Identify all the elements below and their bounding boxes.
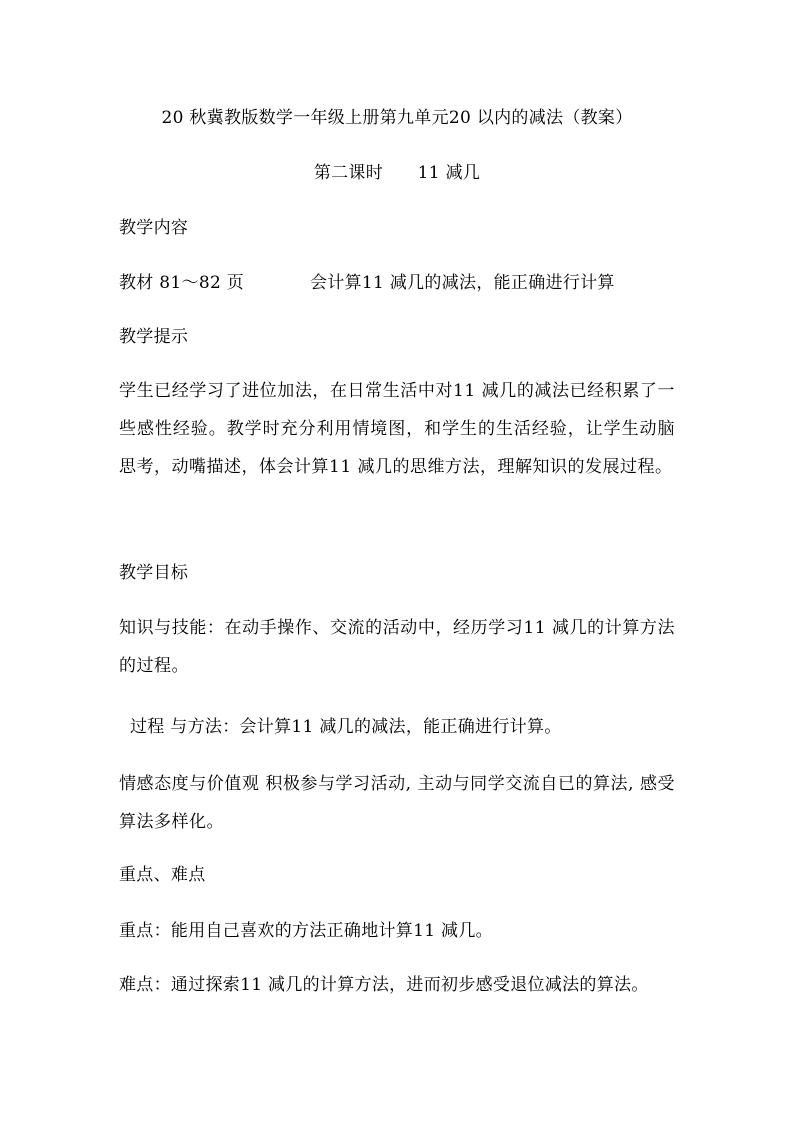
teaching-content-description: 会计算11 减几的减法，能正确进行计算 bbox=[310, 273, 615, 293]
lesson-subtitle: 第二课时 11 减几 bbox=[313, 163, 481, 183]
goal-emotion-attitude: 情感态度与价值观 积极参与学习活动, 主动与同学交流自已的算法, 感受算法多样化。 bbox=[119, 774, 675, 832]
heading-teaching-content: 教学内容 bbox=[119, 218, 189, 238]
difficult-point: 难点：通过探索11 减几的计算方法，进而初步感受退位减法的算法。 bbox=[119, 975, 649, 995]
key-point: 重点：能用自己喜欢的方法正确地计算11 减几。 bbox=[119, 921, 493, 941]
heading-teaching-tips: 教学提示 bbox=[119, 327, 189, 347]
goal-process-methods: 过程 与方法：会计算11 减几的减法，能正确进行计算。 bbox=[130, 717, 562, 737]
document-title: 20 秋冀教版数学一年级上册第九单元20 以内的减法（教案） bbox=[161, 108, 633, 128]
textbook-pages: 教材 81～82 页 bbox=[119, 273, 245, 293]
teaching-tips-paragraph: 学生已经学习了进位加法，在日常生活中对11 减几的减法已经积累了一些感性经验。教学时充分利用情境图，和学生的生活经验，让学生动脑思考，动嘴描述，体会计算11 减几的思维方法，理解知识的发展过程。 bbox=[119, 381, 675, 477]
goal-knowledge-skills: 知识与技能：在动手操作、交流的活动中，经历学习11 减几的计算方法的过程。 bbox=[119, 618, 675, 676]
heading-teaching-goals: 教学目标 bbox=[119, 563, 189, 583]
heading-key-difficult-points: 重点、难点 bbox=[119, 865, 206, 885]
